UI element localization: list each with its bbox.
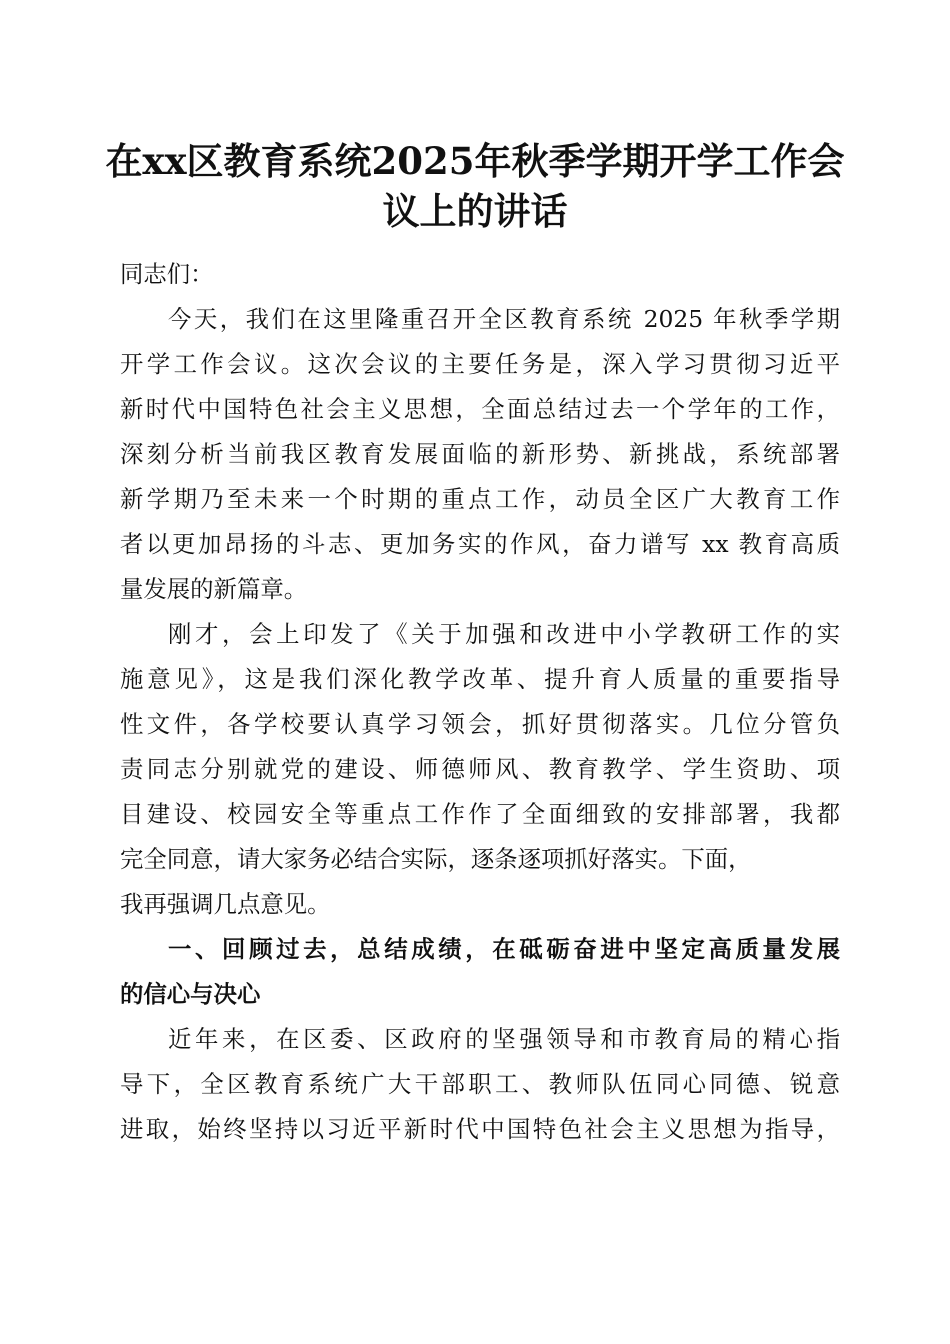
text-line: 新时代中国特色社会主义思想，全面总结过去一个学年的工作， [120, 395, 840, 423]
text-line: 完全同意，请大家务必结合实际，逐条逐项抓好落实。下面， [120, 845, 752, 873]
paragraph-meeting [120, 612, 840, 927]
title-line: 在xx区教育系统2025年秋季学期开学工作会 [105, 139, 845, 183]
text-line: 近年来，在区委、区政府的坚强领导和市教育局的精心指 [168, 1025, 840, 1053]
text-line: 施意见》，这是我们深化教学改革、提升育人质量的重要指导 [120, 665, 840, 693]
text-line: 目建设、校园安全等重点工作作了全面细致的安排部署，我都 [120, 800, 840, 828]
text-line: 责同志分别就党的建设、师德师风、教育教学、学生资助、项 [120, 755, 840, 783]
text-line: 者以更加昂扬的斗志、更加务实的作风，奋力谱写 xx 教育高质 [120, 530, 840, 558]
text-line: 量发展的新篇章。 [120, 575, 308, 603]
text-line: 刚才，会上印发了《关于加强和改进中小学教研工作的实 [168, 620, 840, 648]
text-line: 新学期乃至未来一个时期的重点工作，动员全区广大教育工作 [120, 485, 840, 513]
text-line: 导下，全区教育系统广大干部职工、教师队伍同心同德、锐意 [120, 1070, 840, 1098]
text-line: 深刻分析当前我区教育发展面临的新形势、新挑战，系统部署 [120, 440, 840, 468]
paragraph-opening [120, 297, 840, 612]
text-line: 今天，我们在这里隆重召开全区教育系统 2025 年秋季学期 [168, 305, 840, 333]
text-line: 性文件，各学校要认真学习领会，抓好贯彻落实。几位分管负 [120, 710, 840, 738]
text-line: 我再强调几点意见。 [120, 890, 331, 918]
text-line: 开学工作会议。这次会议的主要任务是，深入学习贯彻习近平 [120, 350, 840, 378]
title-line: 议上的讲话 [382, 189, 568, 233]
paragraph-review [120, 1017, 840, 1152]
document-body [120, 252, 840, 1152]
document-title [100, 136, 850, 236]
heading-line: 的信心与决心 [120, 980, 261, 1008]
salutation: 同志们： [120, 260, 214, 288]
section-heading [120, 927, 840, 1017]
heading-line: 一、回顾过去，总结成绩，在砥砺奋进中坚定高质量发展 [168, 935, 840, 963]
text-line: 进取，始终坚持以习近平新时代中国特色社会主义思想为指导， [120, 1115, 840, 1143]
